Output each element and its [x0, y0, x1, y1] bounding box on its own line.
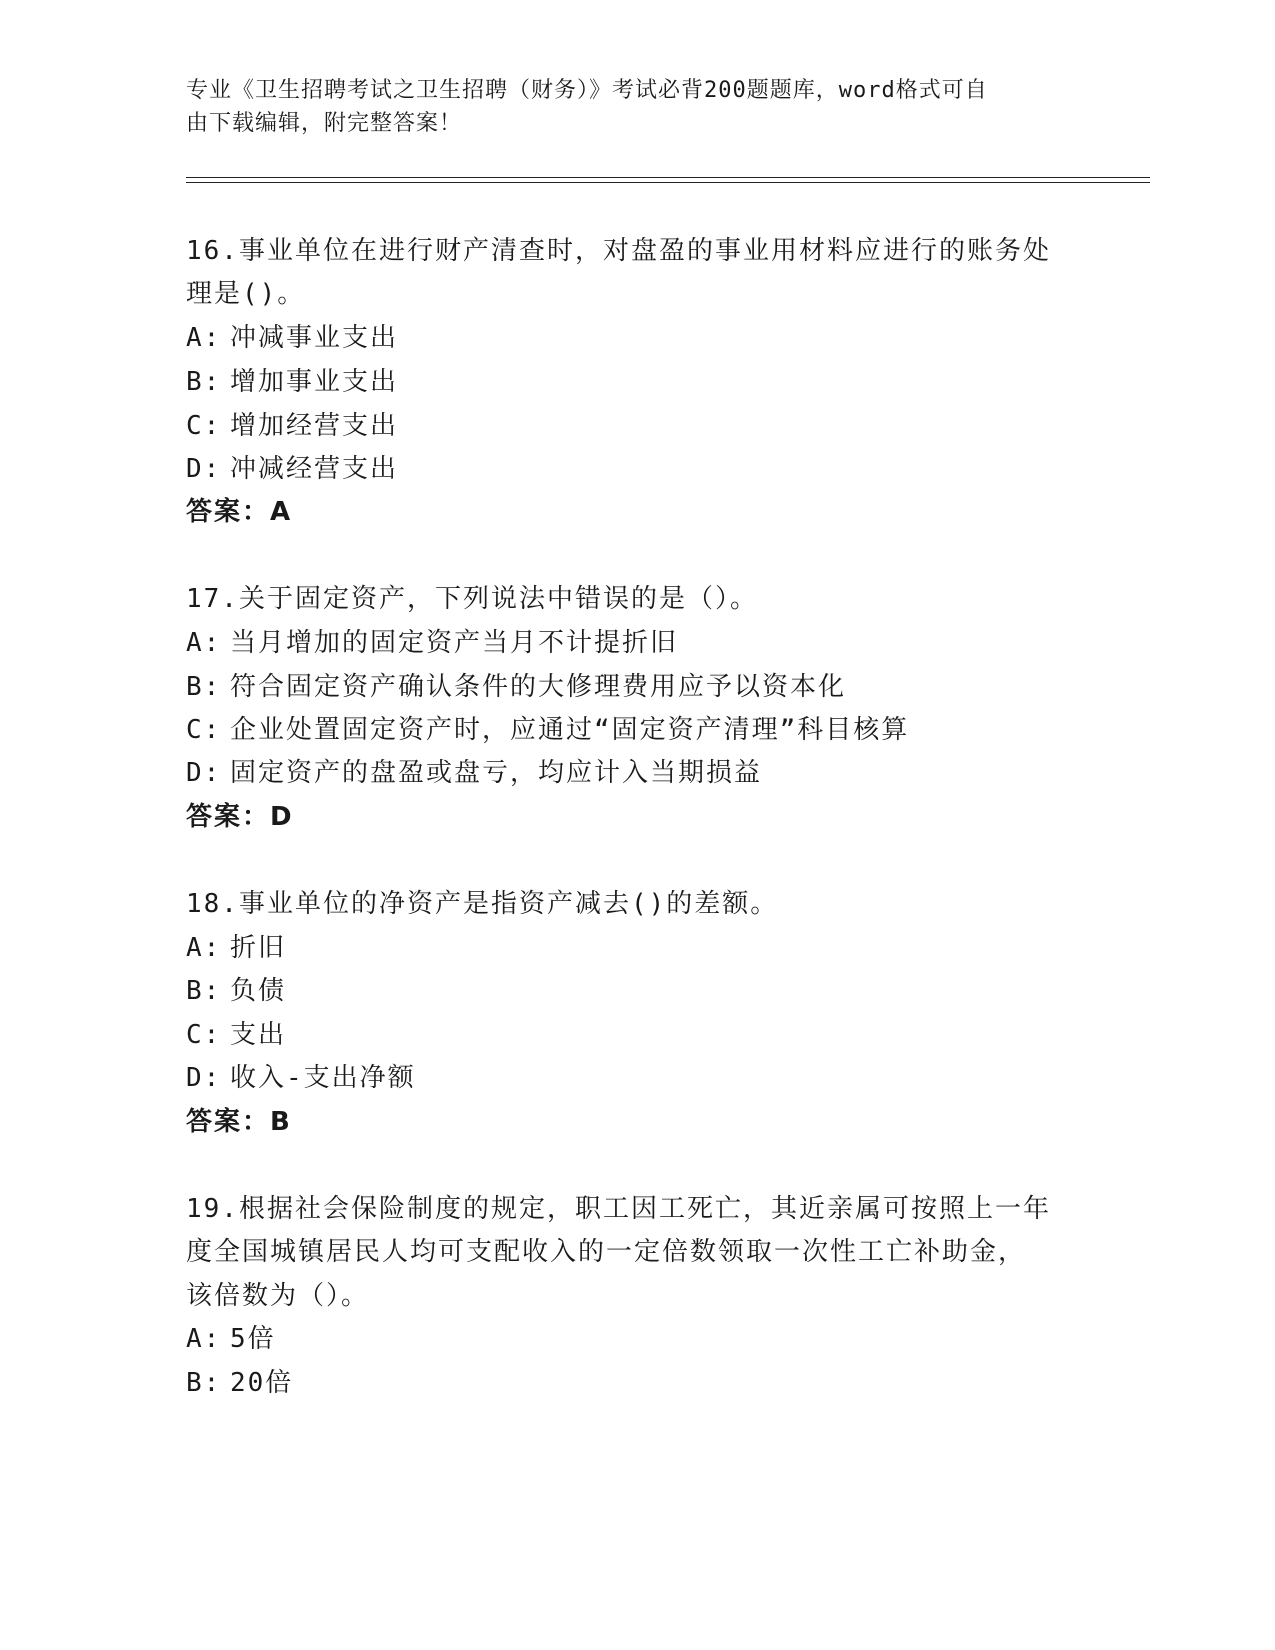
question-16-option-b	[186, 361, 398, 398]
option-letter: D:	[186, 758, 222, 788]
header-divider-top	[186, 177, 1150, 178]
question-18-option-a	[186, 927, 286, 964]
question-19-option-a	[186, 1318, 276, 1355]
question-17-option-c	[186, 709, 909, 746]
question-16-line-1: 16.事业单位在进行财产清查时，对盘盈的事业用材料应进行的账务处	[186, 236, 1051, 266]
option-text: 支出	[230, 1020, 287, 1050]
option-text: 企业处置固定资产时，应通过“固定资产清理”科目核算	[230, 715, 910, 745]
option-text: 增加经营支出	[230, 411, 399, 441]
option-letter: C:	[186, 1020, 222, 1050]
option-text: 冲减事业支出	[230, 323, 399, 353]
option-letter: A:	[186, 933, 222, 963]
option-text: 冲减经营支出	[230, 454, 399, 484]
option-letter: A:	[186, 323, 222, 353]
question-19-line-3: 该倍数为（）。	[186, 1281, 370, 1311]
question-16-option-c	[186, 405, 398, 442]
question-18-option-c	[186, 1014, 286, 1051]
option-text: 收入-支出净额	[230, 1063, 416, 1093]
document-header	[186, 74, 1066, 140]
option-text: 固定资产的盘盈或盘亏，均应计入当期损益	[230, 758, 763, 788]
question-17-line-1: 17.关于固定资产，下列说法中错误的是（）。	[186, 584, 758, 614]
option-letter: C:	[186, 715, 222, 745]
question-19-line-1: 19.根据社会保险制度的规定，职工因工死亡，其近亲属可按照上一年	[186, 1194, 1051, 1224]
question-17-option-a	[186, 622, 678, 659]
question-16-option-d	[186, 448, 398, 485]
question-16-option-a	[186, 317, 398, 354]
option-text: 折旧	[230, 933, 287, 963]
question-16-answer: 答案：A	[186, 497, 293, 527]
question-17-option-d	[186, 752, 762, 789]
header-line-1: 专业《卫生招聘考试之卫生招聘（财务）》考试必背200题题库，word格式可自	[186, 78, 988, 103]
question-18-option-b	[186, 970, 286, 1007]
option-letter: B:	[186, 976, 222, 1006]
question-19-line-2: 度全国城镇居民人均可支配收入的一定倍数领取一次性工亡补助金，	[186, 1237, 1027, 1267]
option-letter: C:	[186, 411, 222, 441]
header-divider-bottom	[186, 182, 1150, 183]
question-18-line-1: 18.事业单位的净资产是指资产减去()的差额。	[186, 889, 779, 919]
option-letter: B:	[186, 1368, 222, 1398]
question-19-option-b	[186, 1362, 293, 1399]
option-letter: D:	[186, 1063, 222, 1093]
option-letter: B:	[186, 367, 222, 397]
question-18-option-d	[186, 1057, 416, 1094]
question-18-answer: 答案：B	[186, 1107, 292, 1137]
option-letter: A:	[186, 628, 222, 658]
question-16-line-2: 理是()。	[186, 279, 306, 309]
option-letter: A:	[186, 1324, 222, 1354]
option-letter: D:	[186, 454, 222, 484]
option-text: 5倍	[230, 1324, 276, 1354]
question-17-answer: 答案：D	[186, 802, 294, 832]
header-line-2: 由下载编辑，附完整答案！	[186, 111, 463, 136]
option-letter: B:	[186, 672, 222, 702]
question-17-option-b	[186, 666, 846, 703]
option-text: 当月增加的固定资产当月不计提折旧	[230, 628, 679, 658]
option-text: 增加事业支出	[230, 367, 399, 397]
option-text: 符合固定资产确认条件的大修理费用应予以资本化	[230, 672, 847, 702]
option-text: 20倍	[230, 1368, 294, 1398]
option-text: 负债	[230, 976, 287, 1006]
